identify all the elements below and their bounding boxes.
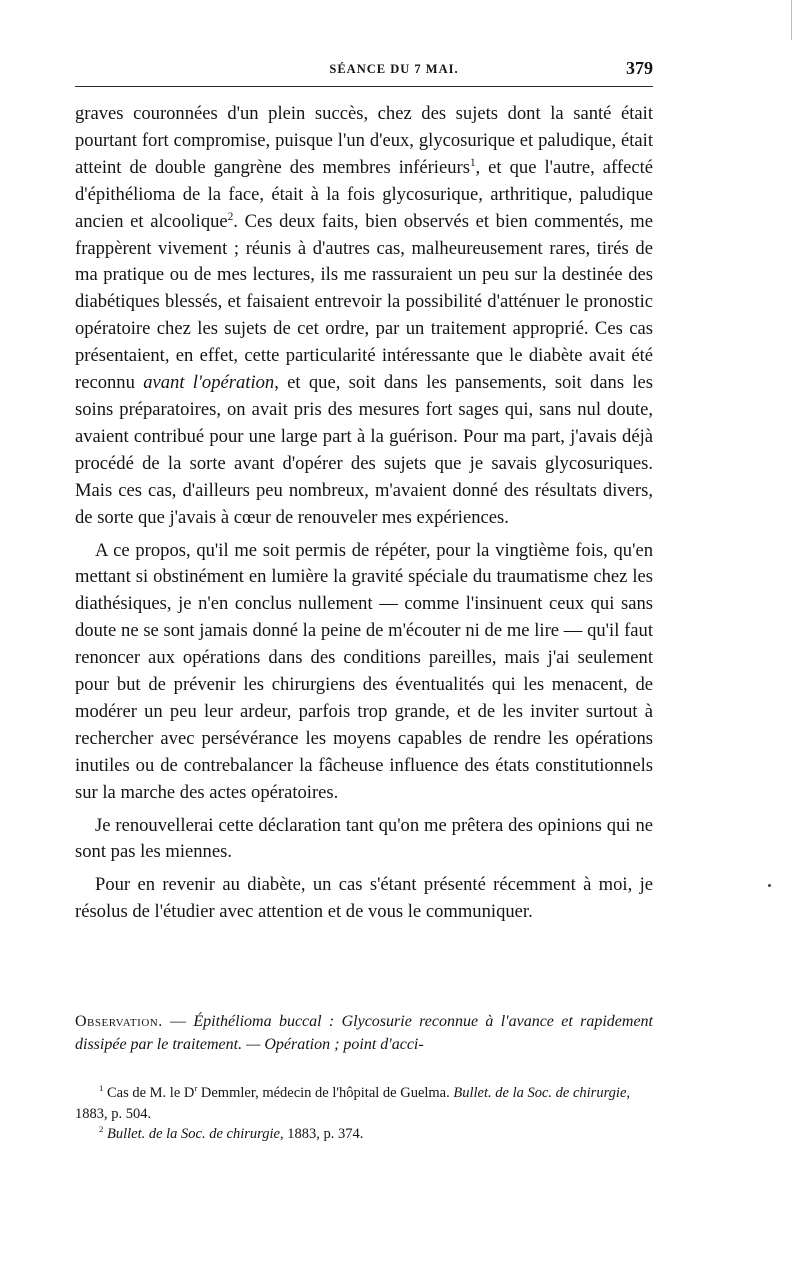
footnote-1-reference: , 1883, p. 504. [75, 1085, 631, 1122]
footnote-2-reference: , 1883, p. 374. [280, 1126, 364, 1142]
footnotes [75, 1083, 653, 1145]
observation-dash: — [162, 1013, 194, 1030]
paragraph-1-text-a: graves couronnées d'un plein succès, chez des sujets dont la santé était pourtant fort compromise, puisque l'un d'eux, glycosurique et paludique, était atteint de double gangrène des membres inférieurs [75, 103, 653, 178]
paragraph-1-text-d: , et que, soit dans les pansements, soit dans les soins préparatoires, on avait pris des mesures fort sages qui, sans nul doute, avaient contribué pour une large part à la guérison. Pour ma part, j'avais déjà procédé de la sorte avant d'opérer des sujets que je savais glycosuriques. Mais ces cas, d'ailleurs peu nombreux, m'avaient donné des résultats divers, de sorte que j'avais à cœur de renouveler mes expériences. [75, 372, 653, 528]
footnote-2-mark: 2 [99, 1124, 104, 1135]
footnote-1-superscript: r [194, 1083, 198, 1094]
footnote-ref-2: 2 [227, 210, 234, 223]
footnote-2 [75, 1124, 653, 1145]
header-rule [75, 86, 653, 87]
scan-speck [768, 884, 771, 887]
paragraph-4: Pour en revenir au diabète, un cas s'étant présenté récemment à moi, je résolus de l'étudier avec attention et de vous le communiquer. [75, 874, 653, 923]
body-text [75, 101, 653, 926]
paragraph-1-text-b: , et que l'autre, affecté d'épithélioma de la face, était à la fois glycosurique, arthritique, paludique ancien et alcoolique [75, 156, 653, 232]
observation-title: Épithélioma buccal : Glycosurie reconnue à l'avance et rapidement dissipée par le traitement. — Opération ; point d'acci- [75, 1013, 653, 1053]
paragraph-1-text-c: . Ces deux faits, bien observés et bien commentés, me frappèrent vivement ; réunis à d'autres cas, malheureusement rares, tirés de ma pratique ou de mes lectures, ils me rassuraient un peu sur la destinée des diabétiques blessés, et faisaient entrevoir la possibilité d'atténuer le pronostic opératoire chez les sujets de cet ordre, par un traitement approprié. Ces cas présentaient, en effet, cette particularité intéressante que le diabète avait été reconnu [75, 210, 653, 394]
footnote-ref-1: 1 [469, 156, 476, 169]
footnote-1-source: Bullet. de la Soc. de chirurgie [453, 1085, 627, 1101]
paragraph-1-italic: avant l'opération [143, 372, 275, 394]
footnote-1-text-b: Demmler, médecin de l'hôpital de Guelma. [197, 1085, 454, 1101]
paragraph-3: Je renouvellerai cette déclaration tant qu'on me prêtera des opinions qui ne sont pas les miennes. [75, 814, 653, 863]
running-head [75, 58, 653, 80]
running-title: SÉANCE DU 7 MAI. [329, 62, 459, 76]
scan-edge-mark [791, 0, 792, 40]
footnote-2-source: Bullet. de la Soc. de chirurgie [106, 1126, 280, 1142]
observation-heading [75, 1010, 653, 1056]
footnote-1-text: Cas de M. le D [103, 1085, 195, 1101]
page-number: 379 [626, 58, 653, 78]
observation-label: Observation. [75, 1013, 163, 1030]
footnote-1-mark: 1 [99, 1083, 104, 1094]
paragraph-2: A ce propos, qu'il me soit permis de répéter, pour la vingtième fois, qu'en mettant si obstinément en lumière la gravité spéciale du traumatisme chez les diathésiques, je n'en conclus nullement — comme l'insinuent ceux qui sans doute ne se sont jamais donné la peine de m'écouter ni de me lire — qu'il faut renoncer aux opérations dans des conditions pareilles, mais j'ai seulement pour but de prévenir les chirurgiens des éventualités qui les menacent, de modérer un peu leur ardeur, parfois trop grande, et de les inviter surtout à rechercher avec persévérance les moyens capables de rendre les opérations inutiles ou de contrebalancer la fâcheuse influence des états constitutionnels sur la marche des actes opératoires. [75, 539, 653, 803]
paragraph-1 [75, 101, 653, 532]
footnote-1 [75, 1083, 653, 1124]
